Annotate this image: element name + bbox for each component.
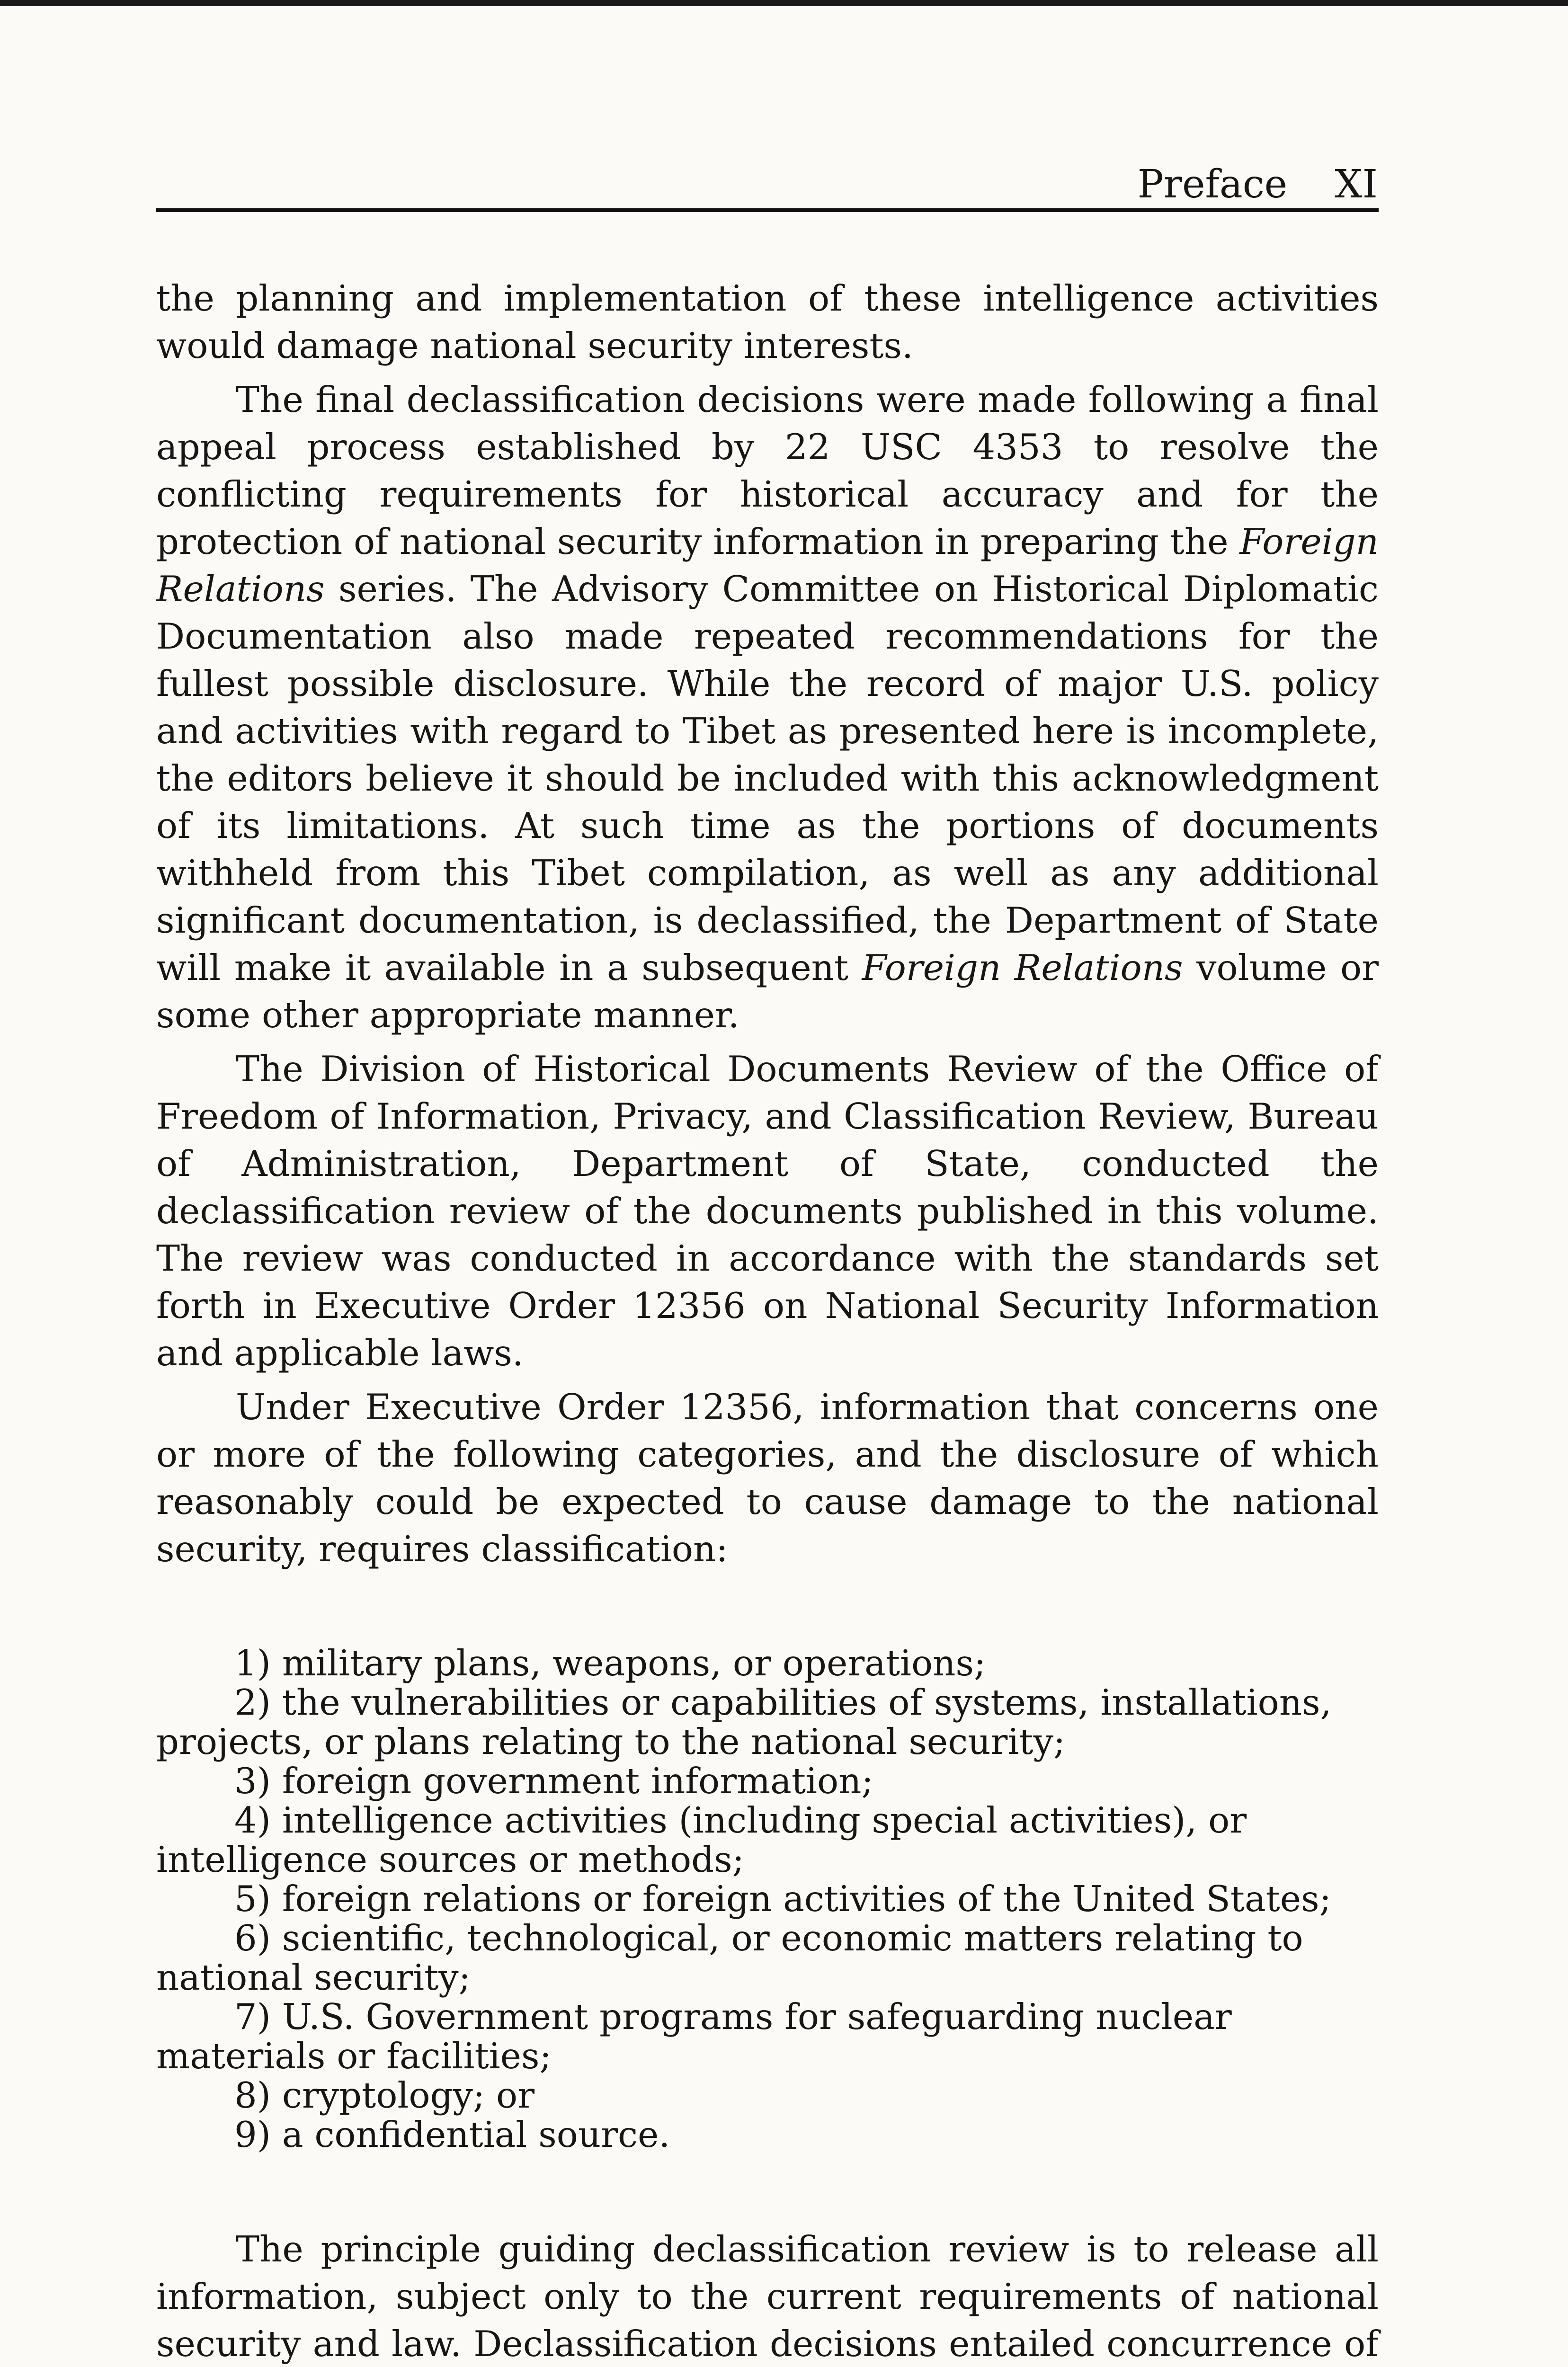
list-item: 8) cryptology; or — [234, 2074, 535, 2116]
paragraph-2-italic-title-2: Foreign Relations — [862, 947, 1183, 988]
paragraph-2-text-b: series. The Advisory Committee on Historical Diplomatic Documentation also made repeated recommendations for the fullest possible disclosure. While the record of major U.S. policy and activities with regard to Tibet as presented here is incomplete, the editors believe it should be included with this acknowledgment of its limitations. At such time as the portions of documents withheld from this Tibet compilation, as well as any additional significant documentation, is declassified, the Department of State will make it available in a subsequent — [156, 568, 1379, 988]
paragraph-1: the planning and implementation of these intelligence activities would damage national security interests. — [156, 277, 1379, 366]
running-head — [1138, 161, 1378, 208]
list-item: 6) scientific, technological, or economic matters relating to national security; — [156, 1917, 1303, 1998]
list-item: 7) U.S. Government programs for safeguarding nuclear materials or facilities; — [156, 1996, 1232, 2077]
classification-categories-list — [156, 1644, 1379, 2154]
paragraph-3: The Division of Historical Documents Review of the Office of Freedom of Information, Privacy, and Classification Review, Bureau of Administration, Department of State, conducted the declassification review of the documents published in this volume. The review was conducted in accordance with the standards set forth in Executive Order 12356 on National Security Information and applicable laws. — [156, 1048, 1379, 1374]
paragraph-2-italic-title-1: Foreign Relations — [156, 521, 1379, 610]
list-item: 9) a confidential source. — [234, 2114, 670, 2155]
paragraph-2-text-a: The final declassification decisions were made following a final appeal process established by 22 USC 4353 to resolve the conflicting requirements for historical accuracy and for the protection of national security information in preparing the — [156, 379, 1379, 562]
paragraph-4: Under Executive Order 12356, information that concerns one or more of the following categories, and the disclosure of which reasonably could be expected to cause damage to the national security, requires classification: — [156, 1386, 1379, 1570]
body-text — [156, 275, 1379, 2367]
list-item: 1) military plans, weapons, or operations; — [234, 1642, 986, 1684]
paragraph-2-text-c: volume or some other appropriate manner. — [156, 947, 1379, 1036]
header-rule — [156, 208, 1379, 212]
list-item: 2) the vulnerabilities or capabilities of systems, installations, projects, or plans relating to the national security; — [156, 1682, 1332, 1762]
running-title: Preface — [1137, 162, 1288, 207]
list-item: 4) intelligence activities (including special activities), or intelligence sources or methods; — [156, 1799, 1247, 1880]
page-number: XI — [1335, 162, 1378, 207]
top-edge-rule — [0, 0, 1568, 6]
paragraph-5: The principle guiding declassification review is to release all information, subject only to the current requirements of national security and law. Declassification decisions entailed concurrence of — [156, 2228, 1379, 2365]
paragraph-2 — [156, 376, 1379, 1039]
list-item: 5) foreign relations or foreign activities of the United States; — [234, 1878, 1331, 1920]
list-item: 3) foreign government information; — [234, 1760, 873, 1802]
page-header — [156, 151, 1378, 208]
